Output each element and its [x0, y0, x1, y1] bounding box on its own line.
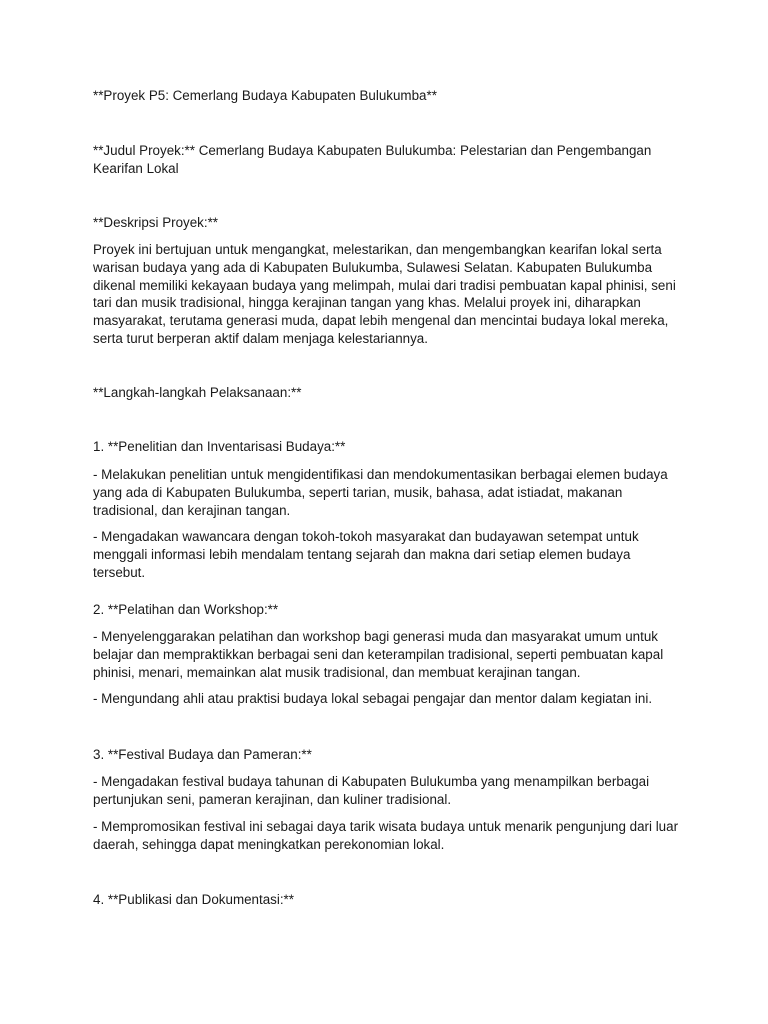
step-heading: 4. **Publikasi dan Dokumentasi:**	[93, 892, 294, 907]
step-heading: 3. **Festival Budaya dan Pameran:**	[93, 747, 312, 762]
step-item: - Mengundang ahli atau praktisi budaya lokal sebagai pengajar dan mentor dalam kegiatan ini.	[93, 691, 653, 706]
document-title: **Proyek P5: Cemerlang Budaya Kabupaten Bulukumba**	[93, 88, 437, 103]
step-heading: 1. **Penelitian dan Inventarisasi Budaya:**	[93, 439, 346, 454]
step-item: - Mempromosikan festival ini sebagai daya tarik wisata budaya untuk menarik pengunjung dari luar daerah, sehingga dapat meningkatkan perekonomian lokal.	[93, 819, 679, 852]
step-item: - Melakukan penelitian untuk mengidentifikasi dan mendokumentasikan berbagai elemen budaya yang ada di Kabupaten Bulukumba, seperti tarian, musik, bahasa, adat istiadat, makanan tradisional, dan kerajinan tangan.	[93, 467, 668, 518]
step-item: - Mengadakan wawancara dengan tokoh-tokoh masyarakat dan budayawan setempat untuk menggali informasi lebih mendalam tentang sejarah dan makna dari setiap elemen budaya tersebut.	[93, 529, 639, 580]
step-item: - Menyelenggarakan pelatihan dan workshop bagi generasi muda dan masyarakat umum untuk belajar dan mempraktikkan berbagai seni dan keterampilan tradisional, seperti pembuatan kapal phinisi, menari, memainkan alat musik tradisional, dan membuat kerajinan tangan.	[93, 629, 664, 680]
step-item: - Mengadakan festival budaya tahunan di Kabupaten Bulukumba yang menampilkan berbagai pertunjukan seni, pameran kerajinan, dan kuliner tradisional.	[93, 774, 650, 807]
project-title-paragraph: **Judul Proyek:** Cemerlang Budaya Kabupaten Bulukumba: Pelestarian dan Pengembangan Kearifan Lokal	[93, 143, 652, 176]
step-heading: 2. **Pelatihan dan Workshop:**	[93, 602, 279, 617]
description-paragraph: Proyek ini bertujuan untuk mengangkat, melestarikan, dan mengembangkan kearifan lokal serta warisan budaya yang ada di Kabupaten Bulukumba, Sulawesi Selatan. Kabupaten Bulukumba dikenal memiliki kekayaan budaya yang melimpah, mulai dari tradisi pembuatan kapal phinisi, seni tari dan musik tradisional, hingga kerajinan tangan yang khas. Melalui proyek ini, diharapkan masyarakat, terutama generasi muda, dapat lebih mengenal dan mencintai budaya lokal mereka, serta turut berperan aktif dalam menjaga kelestariannya.	[93, 242, 676, 346]
description-heading: **Deskripsi Proyek:**	[93, 215, 219, 230]
steps-heading: **Langkah-langkah Pelaksanaan:**	[93, 385, 302, 400]
